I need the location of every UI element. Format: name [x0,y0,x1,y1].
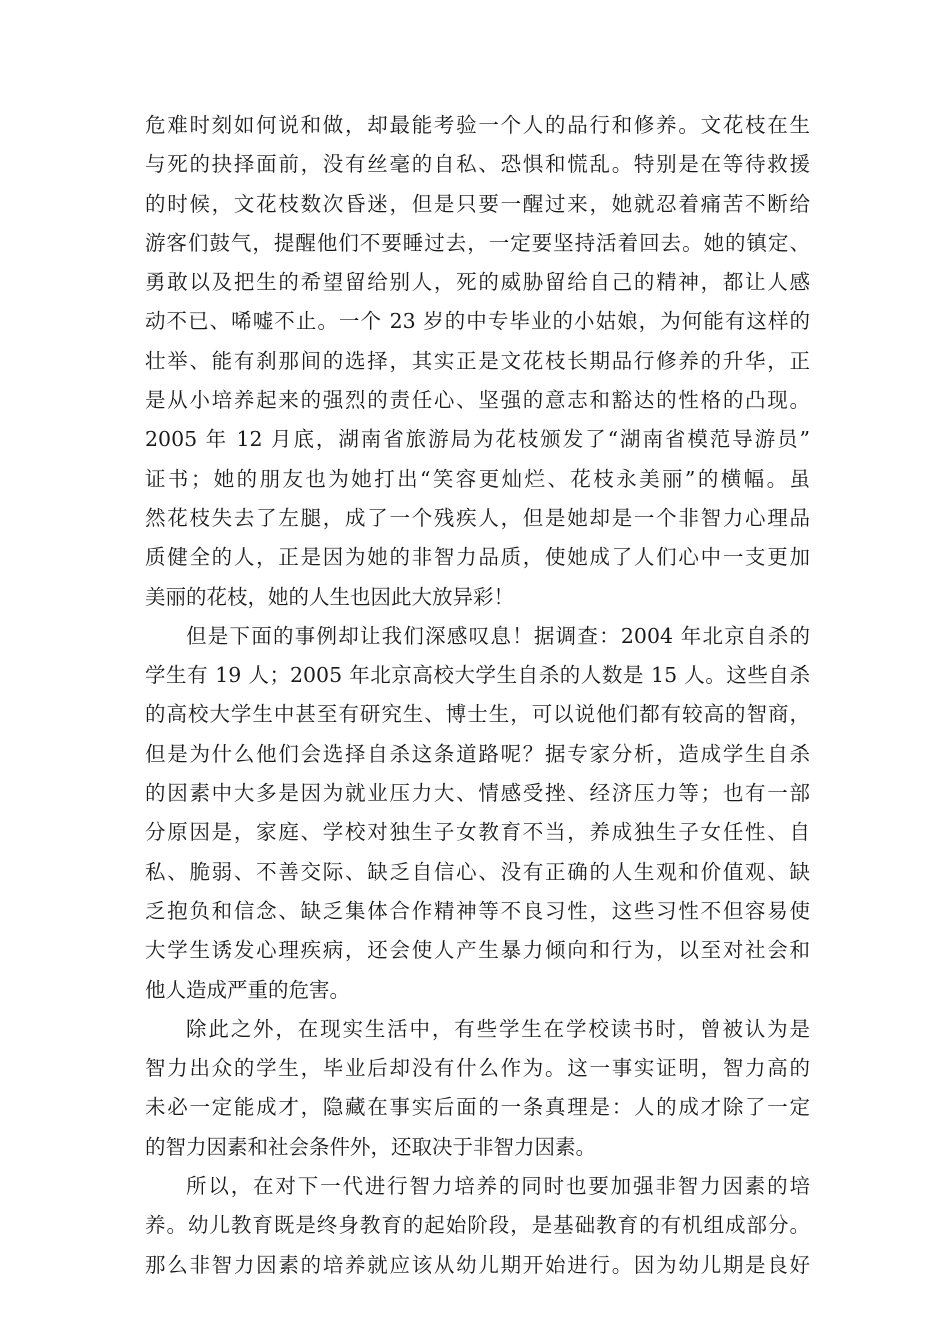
text-line: 的智力因素和社会条件外，还取决于非智力因素。 [145,1134,596,1159]
text-line: 大学生诱发心理疾病，还会使人产生暴力倾向和行为，以至对社会和 [145,938,810,963]
text-line: 的因素中大多是因为就业压力大、情感受挫、经济压力等；也有一部 [145,781,810,806]
text-line: 养。幼儿教育既是终身教育的起始阶段，是基础教育的有机组成部分。 [145,1213,810,1238]
paragraph-first-line: 除此之外，在现实生活中，有些学生在学校读书时，曾被认为是 [186,1016,810,1041]
text-line: 但是为什么他们会选择自杀这条道路呢？据专家分析，造成学生自杀 [145,741,810,766]
text-line: 勇敢以及把生的希望留给别人，死的威胁留给自己的精神，都让人感 [145,270,810,295]
text-line: 质健全的人，正是因为她的非智力品质，使她成了人们心中一支更加 [145,545,810,570]
text-line: 的时候，文花枝数次昏迷，但是只要一醒过来，她就忍着痛苦不断给 [145,191,810,216]
text-line: 动不已、唏嘘不止。一个 23 岁的中专毕业的小姑娘，为何能有这样的 [145,309,810,334]
text-line: 的高校大学生中甚至有研究生、博士生，可以说他们都有较高的智商， [145,702,810,727]
text-line: 2005 年 12 月底，湖南省旅游局为花枝颁发了“湖南省模范导游员” [145,427,810,452]
text-line: 是从小培养起来的强烈的责任心、坚强的意志和豁达的性格的凸现。 [145,388,810,413]
text-line: 学生有 19 人；2005 年北京高校大学生自杀的人数是 15 人。这些自杀 [145,663,810,688]
text-line: 壮举、能有刹那间的选择，其实正是文花枝长期品行修养的升华，正 [145,348,810,373]
body-text [145,106,810,1285]
text-line: 乏抱负和信念、缺乏集体合作精神等不良习性，这些习性不但容易使 [145,898,810,923]
text-line: 未必一定能成才，隐藏在事实后面的一条真理是：人的成才除了一定 [145,1095,810,1120]
text-line: 智力出众的学生，毕业后却没有什么作为。这一事实证明，智力高的 [145,1056,810,1081]
text-line: 美丽的花枝，她的人生也因此大放异彩！ [145,584,514,609]
text-line: 游客们鼓气，提醒他们不要睡过去，一定要坚持活着回去。她的镇定、 [145,230,810,255]
text-line: 证书；她的朋友也为她打出“笑容更灿烂、花枝永美丽”的横幅。虽 [145,466,810,491]
text-line: 他人造成严重的危害。 [145,977,350,1002]
paragraph-first-line: 所以，在对下一代进行智力培养的同时也要加强非智力因素的培 [186,1174,810,1199]
text-line: 然花枝失去了左腿，成了一个残疾人，但是她却是一个非智力心理品 [145,505,810,530]
text-line: 私、脆弱、不善交际、缺乏自信心、没有正确的人生观和价值观、缺 [145,859,810,884]
text-line: 与死的抉择面前，没有丝毫的自私、恐惧和慌乱。特别是在等待救援 [145,152,810,177]
text-line: 危难时刻如何说和做，却最能考验一个人的品行和修养。文花枝在生 [145,113,810,137]
text-line: 那么非智力因素的培养就应该从幼儿期开始进行。因为幼儿期是良好 [145,1252,810,1277]
paragraph-first-line: 但是下面的事例却让我们深感叹息！据调查：2004 年北京自杀的 [186,623,810,648]
text-line: 分原因是，家庭、学校对独生子女教育不当，养成独生子女任性、自 [145,820,810,845]
